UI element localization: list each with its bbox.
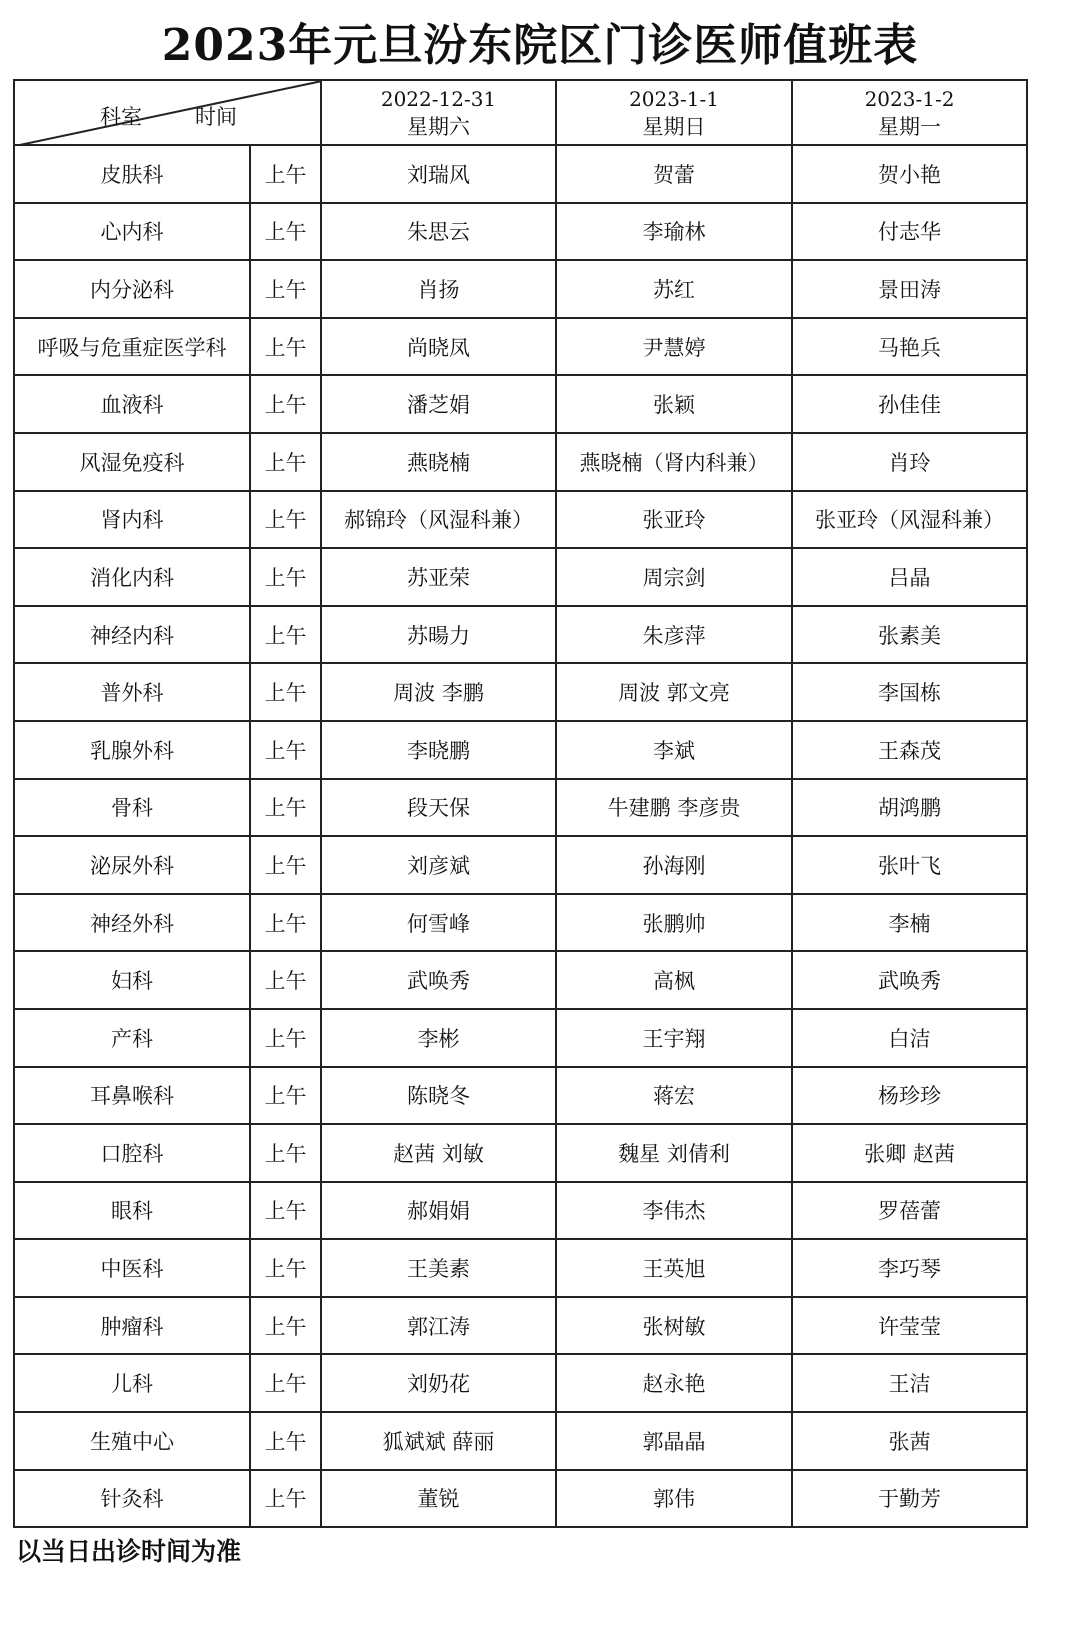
date-label: 2023-1-2 bbox=[864, 86, 955, 111]
period-cell: 上午 bbox=[250, 548, 321, 606]
duty-cell-day2: 朱彦萍 bbox=[556, 606, 792, 664]
period-cell: 上午 bbox=[250, 1124, 321, 1182]
duty-cell-day3: 李国栋 bbox=[792, 663, 1027, 721]
period-cell: 上午 bbox=[250, 203, 321, 261]
dept-cell: 中医科 bbox=[14, 1239, 250, 1297]
duty-cell-day1: 郝锦玲（风湿科兼） bbox=[321, 491, 556, 549]
duty-cell-day1: 苏暘力 bbox=[321, 606, 556, 664]
table-row bbox=[14, 1009, 1027, 1067]
duty-cell-day2: 张颖 bbox=[556, 375, 792, 433]
duty-cell-day3: 张茜 bbox=[792, 1412, 1027, 1470]
dept-cell: 肾内科 bbox=[14, 491, 250, 549]
duty-cell-day1: 李彬 bbox=[321, 1009, 556, 1067]
duty-cell-day1: 刘彦斌 bbox=[321, 836, 556, 894]
duty-cell-day1: 狐斌斌 薛丽 bbox=[321, 1412, 556, 1470]
duty-cell-day1: 周波 李鹏 bbox=[321, 663, 556, 721]
duty-cell-day2: 苏红 bbox=[556, 260, 792, 318]
duty-cell-day2: 张鹏帅 bbox=[556, 894, 792, 952]
duty-cell-day1: 郭江涛 bbox=[321, 1297, 556, 1355]
duty-cell-day3: 贺小艳 bbox=[792, 145, 1027, 203]
duty-cell-day3: 李巧琴 bbox=[792, 1239, 1027, 1297]
period-cell: 上午 bbox=[250, 145, 321, 203]
duty-cell-day1: 尚晓凤 bbox=[321, 318, 556, 376]
duty-cell-day3: 罗蓓蕾 bbox=[792, 1182, 1027, 1240]
table-row bbox=[14, 721, 1027, 779]
duty-cell-day3: 张素美 bbox=[792, 606, 1027, 664]
period-cell: 上午 bbox=[250, 1067, 321, 1125]
duty-cell-day1: 王美素 bbox=[321, 1239, 556, 1297]
dept-cell: 骨科 bbox=[14, 779, 250, 837]
duty-cell-day3: 于勤芳 bbox=[792, 1470, 1027, 1528]
duty-cell-day3: 肖玲 bbox=[792, 433, 1027, 491]
period-cell: 上午 bbox=[250, 1297, 321, 1355]
duty-cell-day1: 董锐 bbox=[321, 1470, 556, 1528]
date-header bbox=[792, 80, 1027, 145]
duty-cell-day3: 胡鸿鹏 bbox=[792, 779, 1027, 837]
period-cell: 上午 bbox=[250, 318, 321, 376]
dept-cell: 眼科 bbox=[14, 1182, 250, 1240]
table-row bbox=[14, 663, 1027, 721]
dept-cell: 神经外科 bbox=[14, 894, 250, 952]
dept-cell: 生殖中心 bbox=[14, 1412, 250, 1470]
table-row bbox=[14, 145, 1027, 203]
period-cell: 上午 bbox=[250, 1239, 321, 1297]
duty-cell-day3: 孙佳佳 bbox=[792, 375, 1027, 433]
duty-cell-day2: 高枫 bbox=[556, 951, 792, 1009]
duty-cell-day2: 赵永艳 bbox=[556, 1354, 792, 1412]
duty-cell-day1: 苏亚荣 bbox=[321, 548, 556, 606]
duty-cell-day1: 李晓鹏 bbox=[321, 721, 556, 779]
dept-cell: 内分泌科 bbox=[14, 260, 250, 318]
duty-cell-day2: 燕晓楠（肾内科兼） bbox=[556, 433, 792, 491]
duty-cell-day2: 李斌 bbox=[556, 721, 792, 779]
dept-cell: 皮肤科 bbox=[14, 145, 250, 203]
duty-cell-day2: 周宗剑 bbox=[556, 548, 792, 606]
period-cell: 上午 bbox=[250, 375, 321, 433]
duty-cell-day1: 段天保 bbox=[321, 779, 556, 837]
duty-cell-day1: 何雪峰 bbox=[321, 894, 556, 952]
period-cell: 上午 bbox=[250, 951, 321, 1009]
period-cell: 上午 bbox=[250, 1009, 321, 1067]
table-row bbox=[14, 203, 1027, 261]
duty-cell-day3: 杨珍珍 bbox=[792, 1067, 1027, 1125]
duty-cell-day2: 王英旭 bbox=[556, 1239, 792, 1297]
date-label: 2022-12-31 bbox=[380, 86, 497, 111]
dept-cell: 妇科 bbox=[14, 951, 250, 1009]
table-row bbox=[14, 951, 1027, 1009]
duty-cell-day1: 朱思云 bbox=[321, 203, 556, 261]
duty-cell-day2: 贺蕾 bbox=[556, 145, 792, 203]
duty-cell-day2: 王宇翔 bbox=[556, 1009, 792, 1067]
page-title: 2023年元旦汾东院区门诊医师值班表 bbox=[161, 20, 919, 71]
duty-cell-day3: 张亚玲（风湿科兼） bbox=[792, 491, 1027, 549]
duty-cell-day3: 吕晶 bbox=[792, 548, 1027, 606]
duty-cell-day2: 郭伟 bbox=[556, 1470, 792, 1528]
dept-cell: 口腔科 bbox=[14, 1124, 250, 1182]
duty-cell-day1: 刘奶花 bbox=[321, 1354, 556, 1412]
duty-cell-day2: 牛建鹏 李彦贵 bbox=[556, 779, 792, 837]
duty-cell-day3: 张卿 赵茜 bbox=[792, 1124, 1027, 1182]
dept-cell: 耳鼻喉科 bbox=[14, 1067, 250, 1125]
period-cell: 上午 bbox=[250, 260, 321, 318]
dept-cell: 心内科 bbox=[14, 203, 250, 261]
duty-cell-day2: 李瑜林 bbox=[556, 203, 792, 261]
date-header bbox=[556, 80, 792, 145]
weekday-label: 星期日 bbox=[642, 114, 706, 139]
duty-cell-day2: 张亚玲 bbox=[556, 491, 792, 549]
date-label: 2023-1-1 bbox=[629, 86, 719, 111]
dept-cell: 泌尿外科 bbox=[14, 836, 250, 894]
duty-cell-day3: 景田涛 bbox=[792, 260, 1027, 318]
duty-cell-day3: 张叶飞 bbox=[792, 836, 1027, 894]
duty-cell-day2: 孙海刚 bbox=[556, 836, 792, 894]
table-row bbox=[14, 779, 1027, 837]
duty-cell-day3: 王森茂 bbox=[792, 721, 1027, 779]
table-row bbox=[14, 491, 1027, 549]
table-row bbox=[14, 1067, 1027, 1125]
duty-cell-day1: 燕晓楠 bbox=[321, 433, 556, 491]
duty-cell-day3: 马艳兵 bbox=[792, 318, 1027, 376]
dept-cell: 消化内科 bbox=[14, 548, 250, 606]
duty-cell-day2: 尹慧婷 bbox=[556, 318, 792, 376]
footer-note: 以当日出诊时间为准 bbox=[16, 1537, 242, 1566]
period-cell: 上午 bbox=[250, 491, 321, 549]
duty-cell-day1: 赵茜 刘敏 bbox=[321, 1124, 556, 1182]
duty-cell-day3: 白洁 bbox=[792, 1009, 1027, 1067]
period-cell: 上午 bbox=[250, 779, 321, 837]
dept-cell: 呼吸与危重症医学科 bbox=[14, 318, 250, 376]
dept-cell: 儿科 bbox=[14, 1354, 250, 1412]
duty-cell-day1: 潘芝娟 bbox=[321, 375, 556, 433]
table-row bbox=[14, 433, 1027, 491]
corner-dept-label: 科室 bbox=[100, 105, 142, 129]
table-row bbox=[14, 260, 1027, 318]
period-cell: 上午 bbox=[250, 721, 321, 779]
diagonal-line bbox=[15, 81, 321, 145]
duty-cell-day2: 蒋宏 bbox=[556, 1067, 792, 1125]
duty-cell-day1: 郝娟娟 bbox=[321, 1182, 556, 1240]
period-cell: 上午 bbox=[250, 1182, 321, 1240]
duty-cell-day1: 肖扬 bbox=[321, 260, 556, 318]
table-row bbox=[14, 894, 1027, 952]
table-row bbox=[14, 836, 1027, 894]
duty-cell-day3: 许莹莹 bbox=[792, 1297, 1027, 1355]
duty-cell-day1: 刘瑞风 bbox=[321, 145, 556, 203]
dept-cell: 肿瘤科 bbox=[14, 1297, 250, 1355]
duty-cell-day3: 李楠 bbox=[792, 894, 1027, 952]
period-cell: 上午 bbox=[250, 663, 321, 721]
table-row bbox=[14, 1182, 1027, 1240]
weekday-label: 星期一 bbox=[878, 114, 941, 139]
period-cell: 上午 bbox=[250, 1412, 321, 1470]
period-cell: 上午 bbox=[250, 433, 321, 491]
table-row bbox=[14, 1124, 1027, 1182]
duty-cell-day1: 陈晓冬 bbox=[321, 1067, 556, 1125]
date-header bbox=[321, 80, 556, 145]
dept-cell: 产科 bbox=[14, 1009, 250, 1067]
duty-cell-day2: 郭晶晶 bbox=[556, 1412, 792, 1470]
period-cell: 上午 bbox=[250, 1354, 321, 1412]
dept-cell: 针灸科 bbox=[14, 1470, 250, 1528]
table-row bbox=[14, 1470, 1027, 1528]
dept-cell: 乳腺外科 bbox=[14, 721, 250, 779]
dept-cell: 普外科 bbox=[14, 663, 250, 721]
table-row bbox=[14, 1354, 1027, 1412]
table-row bbox=[14, 1412, 1027, 1470]
table-row bbox=[14, 606, 1027, 664]
period-cell: 上午 bbox=[250, 606, 321, 664]
period-cell: 上午 bbox=[250, 894, 321, 952]
table-row bbox=[14, 1239, 1027, 1297]
table-row bbox=[14, 318, 1027, 376]
duty-cell-day2: 魏星 刘倩利 bbox=[556, 1124, 792, 1182]
corner-time-label: 时间 bbox=[195, 105, 237, 129]
duty-cell-day3: 王洁 bbox=[792, 1354, 1027, 1412]
duty-cell-day2: 周波 郭文亮 bbox=[556, 663, 792, 721]
duty-cell-day1: 武唤秀 bbox=[321, 951, 556, 1009]
period-cell: 上午 bbox=[250, 836, 321, 894]
duty-cell-day2: 李伟杰 bbox=[556, 1182, 792, 1240]
schedule-table bbox=[13, 79, 1028, 1528]
table-row bbox=[14, 548, 1027, 606]
diagonal-header-cell bbox=[14, 80, 321, 145]
weekday-label: 星期六 bbox=[407, 114, 470, 139]
dept-cell: 神经内科 bbox=[14, 606, 250, 664]
duty-cell-day3: 付志华 bbox=[792, 203, 1027, 261]
header-row bbox=[14, 80, 1027, 145]
duty-cell-day3: 武唤秀 bbox=[792, 951, 1027, 1009]
dept-cell: 风湿免疫科 bbox=[14, 433, 250, 491]
period-cell: 上午 bbox=[250, 1470, 321, 1528]
table-row bbox=[14, 1297, 1027, 1355]
dept-cell: 血液科 bbox=[14, 375, 250, 433]
duty-cell-day2: 张树敏 bbox=[556, 1297, 792, 1355]
table-row bbox=[14, 375, 1027, 433]
